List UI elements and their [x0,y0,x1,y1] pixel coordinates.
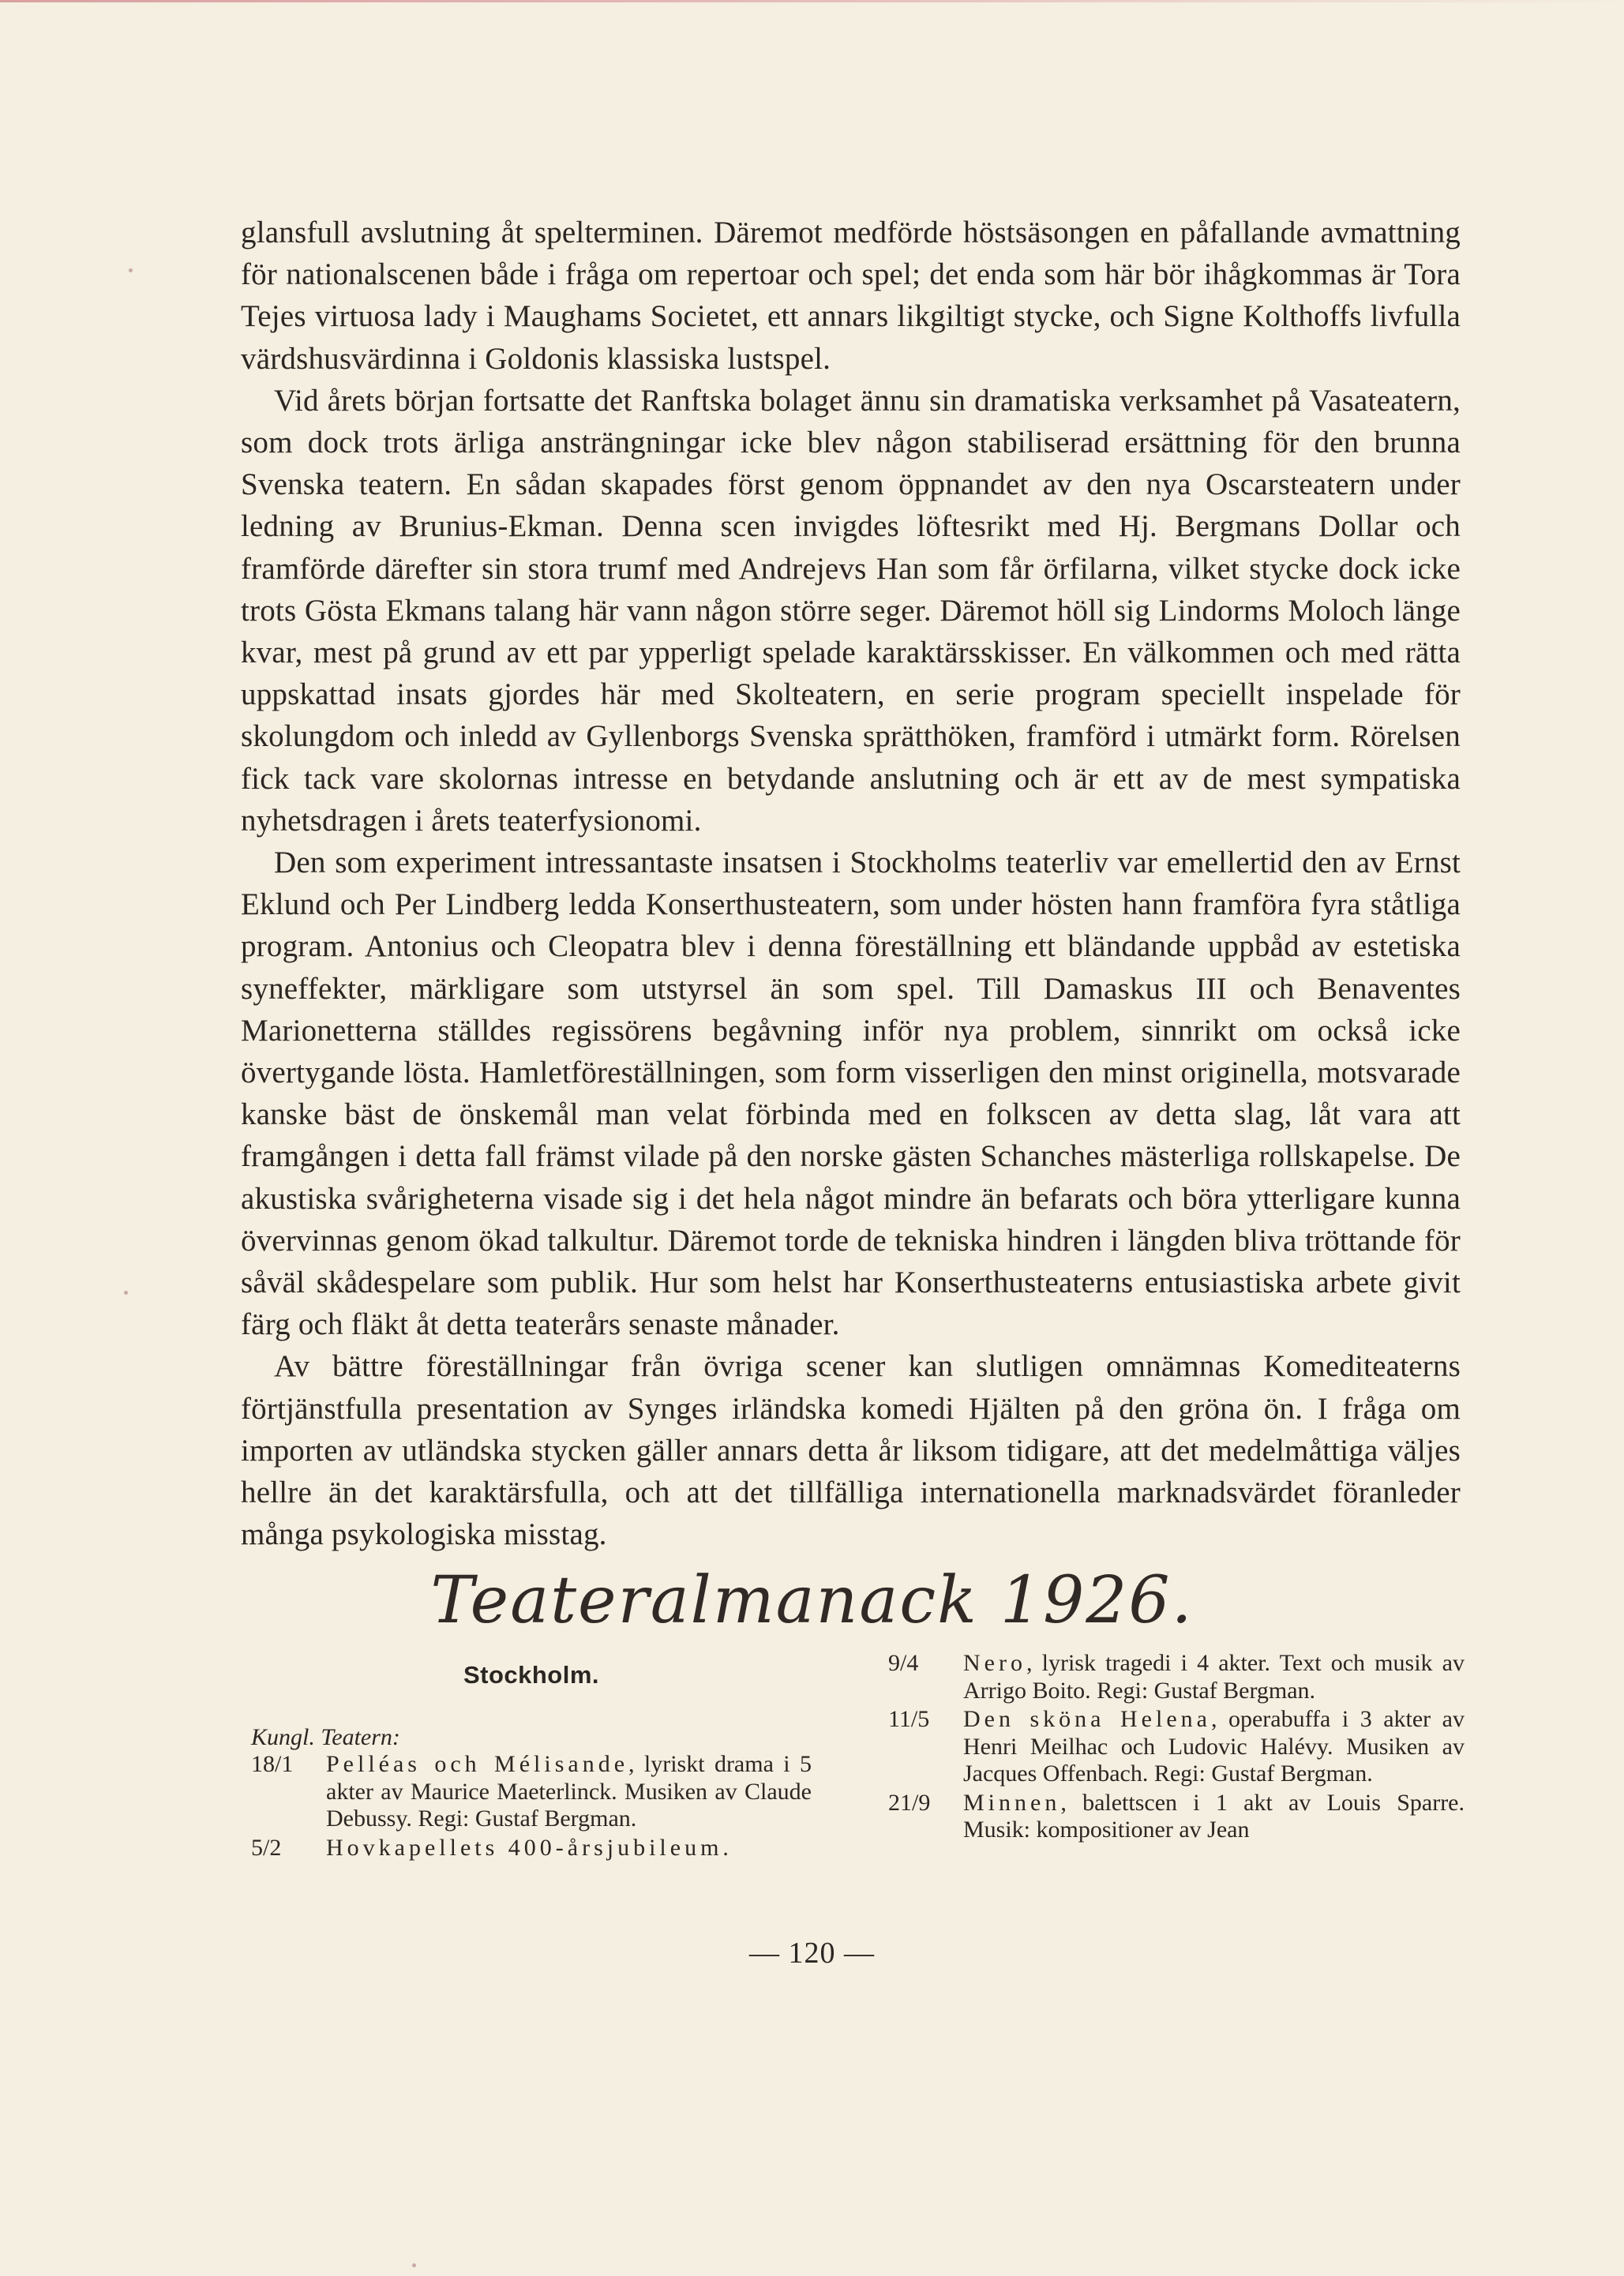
entry-title: Den sköna Helena [963,1706,1211,1732]
paper-speck [129,268,133,272]
paragraph: Den som experiment intressantaste insatsen i Stockholms teaterliv var emellertid den av Ernst Eklund och Per Lindberg ledda Konserthusteatern, som under hösten hann framföra fyra ståtliga program. Antonius och Cleopatra blev i denna föreställning ett bländande uppbåd av estetiska syneffekter, märkligare som utstyrsel än som spel. Till Damaskus III och Benaventes Marionetterna ställdes regissörens begåvning inför nya problem, sinnrikt om också icke övertygande lösta. Hamletföreställningen, som form visserligen den minst originella, motsvarade kanske bäst de önskemål man velat förbinda med en folkscen av detta slag, låt vara att framgången i detta fall främst vilade på den norske gästen Schanches mästerliga rollskapelse. De akustiska svårigheterna visade sig i det hela något mindre än befarats och böra ytterligare kunna övervinnas genom ökad talkultur. Däremot torde de tekniska hindren i längden bliva tröttande för såväl skådespelare som publik. Hur som helst har Konserthusteaterns entusiastiska arbete givit färg och fläkt åt detta teaterårs senaste månader. [241,846,1461,1342]
almanac-entry [251,1751,812,1833]
entry-description: , operabuffa i 3 akter av Henri Meilhac och Ludovic Halévy. Musiken av Jacques Offenbach. Regi: Gustaf Bergman. [963,1706,1465,1787]
paper-speck [412,2263,416,2267]
almanac-right-column [888,1650,1465,1846]
entry-date: 5/2 [251,1834,282,1861]
entry-date: 9/4 [888,1650,919,1676]
almanac-entry [888,1650,1465,1704]
page-top-edge [0,0,1624,2]
paragraph: glansfull avslutning åt spelterminen. Däremot medförde höstsäsongen en påfallande avmattning för nationalscenen både i fråga om repertoar och spel; det enda som här bör ihågkommas är Tora Tejes virtuosa lady i Maughams Societet, ett annars likgiltigt stycke, och Signe Kolthoffs livfulla värdshusvärdinna i Goldonis klassiska lustspel. [241,216,1461,376]
almanac-entry [888,1790,1465,1844]
theatre-heading: Kungl. Teatern: [251,1723,400,1750]
almanac-title: Teateralmanack 1926. [430,1563,1194,1638]
entry-date: 21/9 [888,1789,931,1816]
entry-title: Nero [963,1650,1026,1676]
paragraph: Av bättre föreställningar från övriga scener kan slutligen omnämnas Komediteaterns förtjänstfulla presentation av Synges irländska komedi Hjälten på den gröna ön. I fråga om importen av utländska stycken gäller annars detta år liksom tidigare, att det medelmåttiga väljes hellre än det karaktärsfulla, och att det tillfälliga internationella marknadsvärdet föranleder många psykologiska misstag. [241,1349,1461,1552]
almanac-left-column [251,1662,812,1863]
entry-date: 18/1 [251,1751,294,1777]
entry-title: Pelléas och Mélisande [326,1751,629,1777]
entry-title: Minnen [963,1789,1061,1816]
entry-description: , lyrisk tragedi i 4 akter. Text och musik av Arrigo Boito. Regi: Gustaf Bergman. [963,1650,1465,1704]
city-heading: Stockholm. [463,1661,600,1689]
almanac-entry [251,1835,812,1862]
entry-date: 11/5 [888,1706,930,1732]
entry-description: , lyriskt drama i 5 akter av Maurice Maeterlinck. Musiken av Claude Debussy. Regi: Gustaf Bergman. [326,1751,812,1832]
article-body [241,212,1461,1556]
entry-description: . [722,1834,729,1861]
entry-description: , balettscen i 1 akt av Louis Sparre. Musik: kompositioner av Jean [963,1789,1465,1843]
paragraph: Vid årets början fortsatte det Ranftska bolaget ännu sin dramatiska verksamhet på Vasateatern, som dock trots ärliga ansträngningar icke blev någon stabiliserad ersättning för den brunna Svenska teatern. En sådan skapades först genom öppnandet av den nya Oscarsteatern under ledning av Brunius-Ekman. Denna scen invigdes löftesrikt med Hj. Bergmans Dollar och framförde därefter sin stora trumf med Andrejevs Han som får örfilarna, vilket stycke dock icke trots Gösta Ekmans talang här vann någon större seger. Däremot höll sig Lindorms Moloch länge kvar, mest på grund av ett par ypperligt spelade karaktärsskisser. En välkommen och med rätta uppskattad insats gjordes här med Skolteatern, en serie program speciellt inspelade för skolungdom och inledd av Gyllenborgs Svenska sprätthöken, framförd i utmärkt form. Rörelsen fick tack vare skolornas intresse en betydande anslutning och är ett av de mest sympatiska nyhetsdragen i årets teaterfysionomi. [241,383,1461,838]
paper-speck [124,1291,128,1295]
page-number: — 120 — [749,1937,875,1970]
entry-title: Hovkapellets 400-årsjubileum [326,1834,723,1861]
almanac-entry [888,1706,1465,1788]
